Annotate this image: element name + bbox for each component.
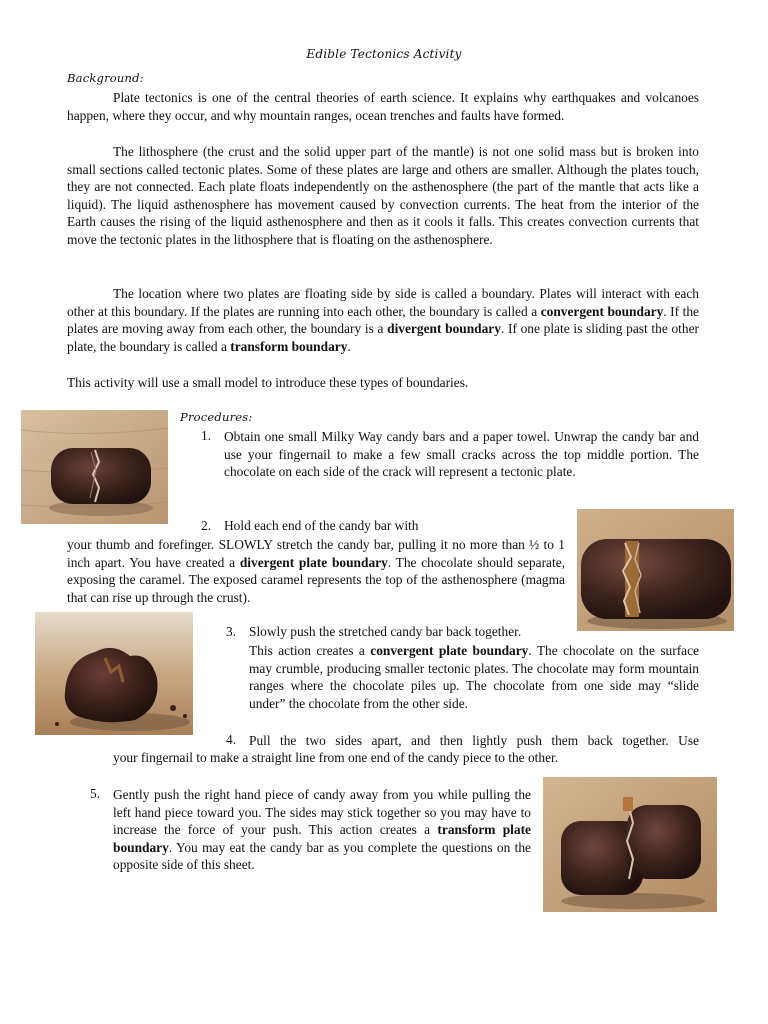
term-transform-plate-boundary: transform plate boundary (113, 822, 531, 855)
background-heading: Background: (67, 71, 144, 85)
photo-crumbled-candy-bar (35, 612, 193, 735)
step-2-lead: Hold each end of the candy bar with (224, 518, 419, 533)
term-divergent-plate-boundary: divergent plate boundary (239, 554, 388, 570)
term-convergent-boundary: convergent boundary (540, 303, 664, 319)
photo-cracked-candy-bar (21, 410, 168, 524)
step-2-text: your thumb and forefinger. SLOWLY stretch the candy bar, pulling it no more than ½ to 1 inch apart. You have created a divergent plate boundary. The chocolate should separate, exposing the caramel. The exposed caramel represents the top of the asthenosphere (magma that can rise up through the crust). (67, 537, 565, 605)
paragraph-lithosphere: The lithosphere (the crust and the solid upper part of the mantle) is not one solid mass but is broken into small sections called tectonic plates. Some of these plates are large and others are smaller. Although the plates touch, they are not connected. Each plate floats independently on the asthenosphere (the part of the mantle that acts like a liquid). The liquid asthenosphere has movement caused by convection currents. The heat from the interior of the Earth causes the rising of the liquid asthenosphere and then as it cools it falls. This creates convection currents that move the tectonic plates in the lithosphere that is floating on the asthenosphere. (67, 144, 699, 247)
term-convergent-plate-boundary: convergent plate boundary (370, 643, 529, 658)
photo-transform-candy-bar (543, 777, 717, 912)
step-5-text: Gently push the right hand piece of candy away from you while pulling the left hand piece toward you. The sides may stick together so you may have to increase the force of your push. This action creates a transform plate boundary. You may eat the candy bar as you complete the questions on the opposite side of this sheet. (113, 787, 531, 873)
step-3-text: This action creates a convergent plate boundary. The chocolate on the surface may crumble, producing smaller tectonic plates. The chocolate may form mountain ranges where the chocolate piles up. The chocolate from one side may “slide under” the chocolate from the other side. (249, 643, 699, 711)
term-divergent-boundary: divergent boundary (387, 321, 501, 337)
step-3-number: 3. (226, 624, 237, 639)
step-3-lead: Slowly push the stretched candy bar back together. (249, 624, 522, 639)
step-1-number: 1. (201, 428, 212, 443)
term-transform-boundary: transform boundary (230, 338, 348, 354)
paragraph-boundaries: The location where two plates are floating side by side is called a boundary. Plates will interact with each other at this boundary. If the plates are running into each other, the boundary is called a convergent boundary. If the plates are moving away from each other, the boundary is a divergent boundary. If one plate is sliding past the other plate, the boundary is called a transform boundary. (67, 286, 699, 354)
procedures-heading: Procedures: (180, 410, 253, 424)
photo-stretched-candy-bar (577, 509, 734, 631)
step-2-number: 2. (201, 518, 212, 533)
paragraph-plate-tectonics: Plate tectonics is one of the central theories of earth science. It explains why earthquakes and volcanoes happen, where they occur, and why mountain ranges, ocean trenches and faults have formed. (67, 90, 699, 123)
step-4-number: 4. (226, 732, 237, 747)
step-4-lead: Pull the two sides apart, and then lightly push them back together. Use (249, 733, 699, 748)
step-4-text: your fingernail to make a straight line from one end of the candy piece to the other. (113, 750, 559, 765)
paragraph-activity-intro: This activity will use a small model to introduce these types of boundaries. (67, 375, 469, 390)
step-1-text: Obtain one small Milky Way candy bars and a paper towel. Unwrap the candy bar and use your fingernail to make a few small cracks across the top middle portion. The chocolate on each side of the crack will represent a tectonic plate. (224, 429, 699, 480)
step-5-number: 5. (90, 786, 101, 801)
page-title: Edible Tectonics Activity (306, 47, 462, 61)
